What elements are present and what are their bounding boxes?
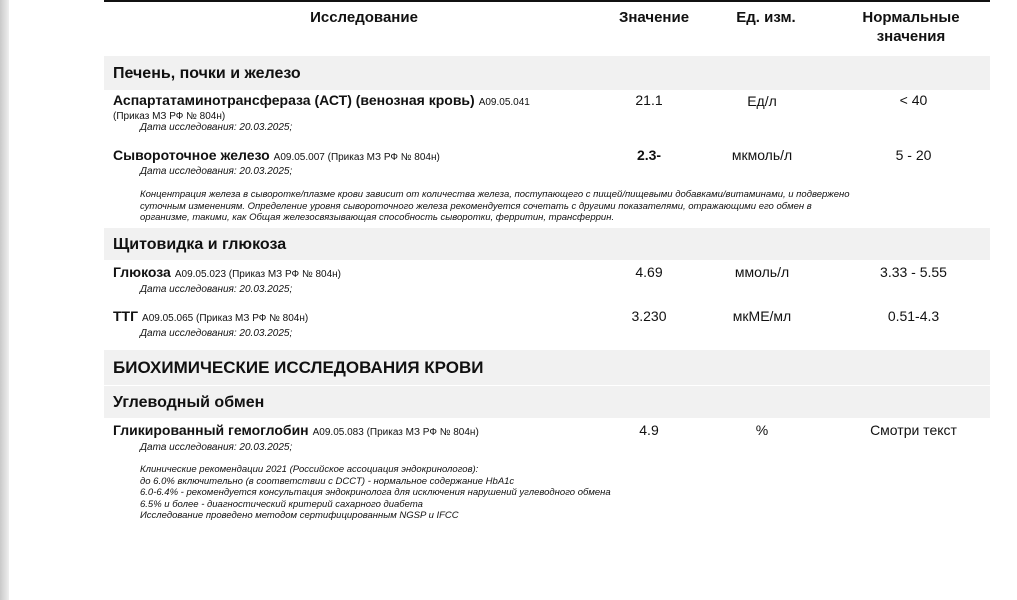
header-unit: Ед. изм. (736, 9, 796, 26)
test-row-tsh (113, 308, 308, 326)
note-line: до 6.0% включительно (в соответствии с DCCT) - нормальное содержание HbA1c (140, 475, 515, 487)
glucose-norm: 3.33 - 5.55 (880, 264, 947, 280)
test-date: Дата исследования: 20.03.2025; (140, 442, 293, 453)
note-line: 6.0-6.4% - рекомендуется консультация эндокринолога для исключения нарушений углеводного обмена (140, 487, 611, 498)
header-normal-values (846, 8, 976, 46)
test-row-iron (113, 147, 440, 165)
hba1c-norm: Смотри текст (870, 422, 957, 438)
test-name: Глюкоза (113, 264, 171, 280)
ast-norm: < 40 (899, 92, 928, 108)
note-line: организме, такими, как Общая железосвязывающая способность сыворотки, ферритин, трансферрин. (140, 212, 615, 223)
test-date: Дата исследования: 20.03.2025; (140, 284, 293, 295)
test-name: Гликированный гемоглобин (113, 422, 309, 438)
test-code: A09.05.065 (Приказ МЗ РФ № 804н) (142, 313, 309, 324)
iron-norm: 5 - 20 (895, 147, 932, 163)
ast-value: 21.1 (635, 92, 663, 108)
ast-unit: Ед/л (747, 93, 777, 109)
header-test-name: Исследование (310, 9, 418, 26)
note-line: Концентрация железа в сыворотке/плазме крови зависит от количества железа, поступающего с пищей/пищевыми добавками/витаминами, и подвержено (140, 189, 850, 200)
glucose-unit: ммоль/л (734, 264, 790, 280)
test-code: A09.05.007 (Приказ МЗ РФ № 804н) (273, 152, 440, 163)
tsh-norm: 0.51-4.3 (887, 308, 940, 324)
table-top-rule (104, 0, 990, 2)
section-biochemistry: БИОХИМИЧЕСКИЕ ИССЛЕДОВАНИЯ КРОВИ (104, 350, 990, 385)
test-name: ТТГ (113, 308, 139, 324)
header-normal-line2: значения (876, 28, 946, 45)
iron-unit: мкмоль/л (731, 147, 793, 163)
section-carbohydrate-metabolism: Углеводный обмен (104, 386, 990, 418)
hba1c-value: 4.9 (639, 422, 659, 438)
test-row-hba1c (113, 422, 479, 440)
tsh-value: 3.230 (631, 308, 667, 324)
note-line: Клинические рекомендации 2021 (Российское ассоциация эндокринологов): (140, 464, 479, 475)
test-row-ast (113, 92, 530, 122)
iron-note (140, 189, 990, 224)
test-name: Сывороточное железо (113, 147, 270, 163)
test-code: A09.05.083 (Приказ МЗ РФ № 804н) (312, 427, 479, 438)
test-date: Дата исследования: 20.03.2025; (140, 328, 293, 339)
test-date: Дата исследования: 20.03.2025; (140, 166, 293, 177)
note-line: 6.5% и более - диагностический критерий сахарного диабета (140, 498, 423, 510)
test-code: A09.05.023 (Приказ МЗ РФ № 804н) (174, 269, 341, 280)
test-code: A09.05.041 (478, 97, 530, 108)
tsh-unit: мкМЕ/мл (732, 308, 792, 324)
iron-value: 2.3- (636, 147, 662, 163)
hba1c-note (140, 464, 990, 522)
test-row-glucose (113, 264, 341, 282)
test-name: Аспартатаминотрансфераза (АСТ) (венозная кровь) (113, 92, 475, 108)
note-line: Исследование проведено методом сертифицированным NGSP и IFCC (140, 510, 459, 521)
lab-results-page (104, 0, 990, 600)
page-edge-shadow (0, 0, 9, 600)
test-date: Дата исследования: 20.03.2025; (140, 122, 293, 133)
header-normal-line1: Нормальные (862, 9, 960, 26)
section-thyroid-glucose: Щитовидка и глюкоза (104, 228, 990, 260)
section-liver-kidney-iron: Печень, почки и железо (104, 56, 990, 90)
header-value: Значение (618, 9, 690, 26)
hba1c-unit: % (755, 422, 769, 438)
test-order: (Приказ МЗ РФ № 804н) (113, 111, 226, 122)
glucose-value: 4.69 (635, 264, 663, 280)
note-line: суточным изменениям. Определение уровня сывороточного железа рекомендуется сочетать с другими показателями, отражающими его обмен в (140, 200, 812, 212)
